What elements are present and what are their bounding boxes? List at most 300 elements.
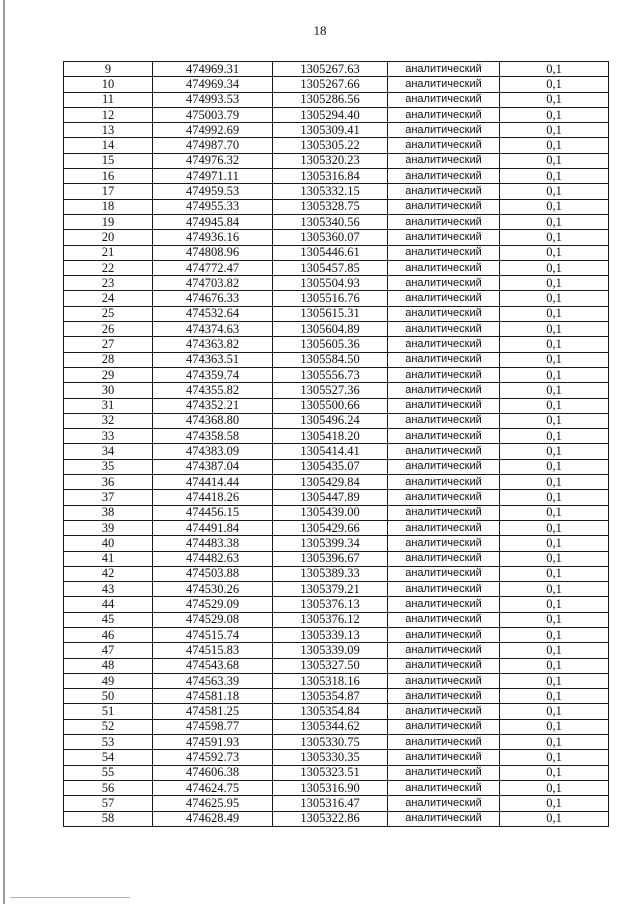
y-coordinate-cell: 1305584.50 [273,352,388,367]
x-coordinate-cell: 474563.39 [153,673,273,688]
method-cell: аналитический [388,62,500,77]
x-coordinate-cell: 474363.51 [153,352,273,367]
method-cell: аналитический [388,398,500,413]
method-cell: аналитический [388,413,500,428]
table-row [64,597,609,612]
method-cell: аналитический [388,536,500,551]
coordinates-table [63,61,609,827]
table-row [64,322,609,337]
x-coordinate-cell: 474987.70 [153,138,273,153]
method-cell: аналитический [388,214,500,229]
y-coordinate-cell: 1305396.67 [273,551,388,566]
y-coordinate-cell: 1305418.20 [273,429,388,444]
x-coordinate-cell: 474703.82 [153,276,273,291]
point-number-cell: 49 [64,673,153,688]
y-coordinate-cell: 1305429.84 [273,475,388,490]
method-cell: аналитический [388,107,500,122]
table-row [64,689,609,704]
y-coordinate-cell: 1305327.50 [273,658,388,673]
point-number-cell: 22 [64,260,153,275]
table-row [64,673,609,688]
x-coordinate-cell: 474992.69 [153,123,273,138]
page-number: 18 [313,23,327,38]
x-coordinate-cell: 474387.04 [153,459,273,474]
table-row [64,444,609,459]
y-coordinate-cell: 1305305.22 [273,138,388,153]
y-coordinate-cell: 1305323.51 [273,765,388,780]
table-row [64,796,609,811]
method-cell: аналитический [388,765,500,780]
accuracy-cell: 0,1 [500,490,609,505]
table-row [64,780,609,795]
method-cell: аналитический [388,735,500,750]
table-row [64,184,609,199]
table-row [64,214,609,229]
point-number-cell: 18 [64,199,153,214]
method-cell: аналитический [388,689,500,704]
y-coordinate-cell: 1305496.24 [273,413,388,428]
table-row [64,138,609,153]
table-row [64,459,609,474]
x-coordinate-cell: 474581.25 [153,704,273,719]
table-row [64,398,609,413]
x-coordinate-cell: 474625.95 [153,796,273,811]
x-coordinate-cell: 474945.84 [153,214,273,229]
table-row [64,704,609,719]
x-coordinate-cell: 474355.82 [153,383,273,398]
point-number-cell: 9 [64,62,153,77]
table-row [64,337,609,352]
x-coordinate-cell: 474976.32 [153,153,273,168]
point-number-cell: 20 [64,230,153,245]
y-coordinate-cell: 1305328.75 [273,199,388,214]
accuracy-cell: 0,1 [500,811,609,826]
x-coordinate-cell: 474624.75 [153,780,273,795]
point-number-cell: 21 [64,245,153,260]
accuracy-cell: 0,1 [500,291,609,306]
x-coordinate-cell: 474592.73 [153,750,273,765]
x-coordinate-cell: 474598.77 [153,719,273,734]
accuracy-cell: 0,1 [500,505,609,520]
accuracy-cell: 0,1 [500,184,609,199]
method-cell: аналитический [388,245,500,260]
x-coordinate-cell: 474530.26 [153,582,273,597]
point-number-cell: 19 [64,214,153,229]
method-cell: аналитический [388,658,500,673]
accuracy-cell: 0,1 [500,413,609,428]
point-number-cell: 47 [64,643,153,658]
y-coordinate-cell: 1305435.07 [273,459,388,474]
accuracy-cell: 0,1 [500,796,609,811]
y-coordinate-cell: 1305399.34 [273,536,388,551]
x-coordinate-cell: 474606.38 [153,765,273,780]
table-row [64,429,609,444]
method-cell: аналитический [388,704,500,719]
y-coordinate-cell: 1305439.00 [273,505,388,520]
table-row [64,612,609,627]
accuracy-cell: 0,1 [500,689,609,704]
accuracy-cell: 0,1 [500,306,609,321]
table-row [64,475,609,490]
point-number-cell: 26 [64,322,153,337]
accuracy-cell: 0,1 [500,551,609,566]
y-coordinate-cell: 1305332.15 [273,184,388,199]
point-number-cell: 44 [64,597,153,612]
accuracy-cell: 0,1 [500,92,609,107]
method-cell: аналитический [388,230,500,245]
point-number-cell: 15 [64,153,153,168]
y-coordinate-cell: 1305320.23 [273,153,388,168]
table-row [64,520,609,535]
table-row [64,413,609,428]
point-number-cell: 45 [64,612,153,627]
method-cell: аналитический [388,796,500,811]
y-coordinate-cell: 1305316.47 [273,796,388,811]
method-cell: аналитический [388,92,500,107]
point-number-cell: 25 [64,306,153,321]
method-cell: аналитический [388,337,500,352]
table-row [64,230,609,245]
y-coordinate-cell: 1305446.61 [273,245,388,260]
table-row [64,505,609,520]
point-number-cell: 11 [64,92,153,107]
table-row [64,658,609,673]
method-cell: аналитический [388,322,500,337]
method-cell: аналитический [388,184,500,199]
accuracy-cell: 0,1 [500,276,609,291]
accuracy-cell: 0,1 [500,459,609,474]
accuracy-cell: 0,1 [500,536,609,551]
point-number-cell: 56 [64,780,153,795]
method-cell: аналитический [388,612,500,627]
table-row [64,490,609,505]
accuracy-cell: 0,1 [500,398,609,413]
x-coordinate-cell: 474971.11 [153,169,273,184]
y-coordinate-cell: 1305615.31 [273,306,388,321]
point-number-cell: 37 [64,490,153,505]
accuracy-cell: 0,1 [500,780,609,795]
point-number-cell: 27 [64,337,153,352]
y-coordinate-cell: 1305286.56 [273,92,388,107]
x-coordinate-cell: 474969.31 [153,62,273,77]
accuracy-cell: 0,1 [500,260,609,275]
method-cell: аналитический [388,627,500,642]
table-row [64,276,609,291]
method-cell: аналитический [388,520,500,535]
y-coordinate-cell: 1305447.89 [273,490,388,505]
point-number-cell: 43 [64,582,153,597]
method-cell: аналитический [388,780,500,795]
point-number-cell: 30 [64,383,153,398]
x-coordinate-cell: 474456.15 [153,505,273,520]
x-coordinate-cell: 474532.64 [153,306,273,321]
table-row [64,719,609,734]
y-coordinate-cell: 1305376.12 [273,612,388,627]
x-coordinate-cell: 474936.16 [153,230,273,245]
x-coordinate-cell: 474383.09 [153,444,273,459]
point-number-cell: 38 [64,505,153,520]
point-number-cell: 40 [64,536,153,551]
y-coordinate-cell: 1305294.40 [273,107,388,122]
y-coordinate-cell: 1305330.35 [273,750,388,765]
method-cell: аналитический [388,597,500,612]
accuracy-cell: 0,1 [500,230,609,245]
x-coordinate-cell: 474515.83 [153,643,273,658]
x-coordinate-cell: 474414.44 [153,475,273,490]
y-coordinate-cell: 1305379.21 [273,582,388,597]
x-coordinate-cell: 474628.49 [153,811,273,826]
table-row [64,199,609,214]
table-row [64,566,609,581]
point-number-cell: 14 [64,138,153,153]
table-row [64,107,609,122]
point-number-cell: 50 [64,689,153,704]
accuracy-cell: 0,1 [500,704,609,719]
point-number-cell: 52 [64,719,153,734]
y-coordinate-cell: 1305457.85 [273,260,388,275]
table-row [64,643,609,658]
table-row [64,627,609,642]
method-cell: аналитический [388,352,500,367]
y-coordinate-cell: 1305354.84 [273,704,388,719]
accuracy-cell: 0,1 [500,169,609,184]
accuracy-cell: 0,1 [500,658,609,673]
y-coordinate-cell: 1305605.36 [273,337,388,352]
y-coordinate-cell: 1305339.09 [273,643,388,658]
method-cell: аналитический [388,199,500,214]
method-cell: аналитический [388,750,500,765]
x-coordinate-cell: 474483.38 [153,536,273,551]
table-row [64,352,609,367]
point-number-cell: 32 [64,413,153,428]
point-number-cell: 12 [64,107,153,122]
method-cell: аналитический [388,77,500,92]
y-coordinate-cell: 1305316.90 [273,780,388,795]
x-coordinate-cell: 474482.63 [153,551,273,566]
table-row [64,536,609,551]
x-coordinate-cell: 474676.33 [153,291,273,306]
table-row [64,765,609,780]
x-coordinate-cell: 474359.74 [153,367,273,382]
y-coordinate-cell: 1305267.66 [273,77,388,92]
method-cell: аналитический [388,444,500,459]
method-cell: аналитический [388,367,500,382]
point-number-cell: 23 [64,276,153,291]
y-coordinate-cell: 1305354.87 [273,689,388,704]
table-row [64,169,609,184]
accuracy-cell: 0,1 [500,566,609,581]
y-coordinate-cell: 1305556.73 [273,367,388,382]
point-number-cell: 51 [64,704,153,719]
point-number-cell: 24 [64,291,153,306]
accuracy-cell: 0,1 [500,138,609,153]
x-coordinate-cell: 474969.34 [153,77,273,92]
accuracy-cell: 0,1 [500,673,609,688]
y-coordinate-cell: 1305516.76 [273,291,388,306]
table-row [64,92,609,107]
y-coordinate-cell: 1305340.56 [273,214,388,229]
x-coordinate-cell: 474772.47 [153,260,273,275]
accuracy-cell: 0,1 [500,62,609,77]
method-cell: аналитический [388,551,500,566]
point-number-cell: 16 [64,169,153,184]
accuracy-cell: 0,1 [500,322,609,337]
point-number-cell: 53 [64,735,153,750]
y-coordinate-cell: 1305322.86 [273,811,388,826]
point-number-cell: 33 [64,429,153,444]
table-row [64,153,609,168]
y-coordinate-cell: 1305504.93 [273,276,388,291]
x-coordinate-cell: 474529.08 [153,612,273,627]
accuracy-cell: 0,1 [500,429,609,444]
method-cell: аналитический [388,123,500,138]
x-coordinate-cell: 474808.96 [153,245,273,260]
method-cell: аналитический [388,169,500,184]
method-cell: аналитический [388,306,500,321]
x-coordinate-cell: 474358.58 [153,429,273,444]
x-coordinate-cell: 474363.82 [153,337,273,352]
table-row [64,367,609,382]
point-number-cell: 48 [64,658,153,673]
y-coordinate-cell: 1305360.07 [273,230,388,245]
point-number-cell: 10 [64,77,153,92]
accuracy-cell: 0,1 [500,77,609,92]
method-cell: аналитический [388,566,500,581]
table-row [64,62,609,77]
coordinates-table-body [64,62,609,827]
x-coordinate-cell: 474503.88 [153,566,273,581]
x-coordinate-cell: 474491.84 [153,520,273,535]
x-coordinate-cell: 475003.79 [153,107,273,122]
x-coordinate-cell: 474529.09 [153,597,273,612]
point-number-cell: 54 [64,750,153,765]
y-coordinate-cell: 1305309.41 [273,123,388,138]
method-cell: аналитический [388,475,500,490]
x-coordinate-cell: 474543.68 [153,658,273,673]
method-cell: аналитический [388,673,500,688]
accuracy-cell: 0,1 [500,367,609,382]
point-number-cell: 28 [64,352,153,367]
point-number-cell: 29 [64,367,153,382]
method-cell: аналитический [388,260,500,275]
accuracy-cell: 0,1 [500,627,609,642]
table-row [64,383,609,398]
x-coordinate-cell: 474993.53 [153,92,273,107]
accuracy-cell: 0,1 [500,612,609,627]
method-cell: аналитический [388,719,500,734]
x-coordinate-cell: 474591.93 [153,735,273,750]
y-coordinate-cell: 1305500.66 [273,398,388,413]
point-number-cell: 36 [64,475,153,490]
scan-bottom-mark [10,897,130,898]
table-row [64,77,609,92]
point-number-cell: 42 [64,566,153,581]
accuracy-cell: 0,1 [500,582,609,597]
x-coordinate-cell: 474955.33 [153,199,273,214]
point-number-cell: 55 [64,765,153,780]
accuracy-cell: 0,1 [500,597,609,612]
scan-edge-shadow [3,0,5,904]
table-row [64,750,609,765]
x-coordinate-cell: 474374.63 [153,322,273,337]
table-row [64,551,609,566]
table-row [64,582,609,597]
method-cell: аналитический [388,383,500,398]
table-row [64,735,609,750]
accuracy-cell: 0,1 [500,444,609,459]
table-row [64,291,609,306]
x-coordinate-cell: 474515.74 [153,627,273,642]
point-number-cell: 13 [64,123,153,138]
accuracy-cell: 0,1 [500,199,609,214]
point-number-cell: 35 [64,459,153,474]
point-number-cell: 39 [64,520,153,535]
table-row [64,245,609,260]
y-coordinate-cell: 1305330.75 [273,735,388,750]
method-cell: аналитический [388,490,500,505]
accuracy-cell: 0,1 [500,643,609,658]
point-number-cell: 34 [64,444,153,459]
y-coordinate-cell: 1305414.41 [273,444,388,459]
x-coordinate-cell: 474368.80 [153,413,273,428]
table-row [64,123,609,138]
accuracy-cell: 0,1 [500,352,609,367]
y-coordinate-cell: 1305318.16 [273,673,388,688]
x-coordinate-cell: 474581.18 [153,689,273,704]
accuracy-cell: 0,1 [500,123,609,138]
accuracy-cell: 0,1 [500,520,609,535]
accuracy-cell: 0,1 [500,337,609,352]
y-coordinate-cell: 1305604.89 [273,322,388,337]
method-cell: аналитический [388,582,500,597]
point-number-cell: 57 [64,796,153,811]
x-coordinate-cell: 474352.21 [153,398,273,413]
accuracy-cell: 0,1 [500,719,609,734]
accuracy-cell: 0,1 [500,735,609,750]
table-row [64,306,609,321]
y-coordinate-cell: 1305376.13 [273,597,388,612]
accuracy-cell: 0,1 [500,765,609,780]
point-number-cell: 46 [64,627,153,642]
point-number-cell: 31 [64,398,153,413]
x-coordinate-cell: 474959.53 [153,184,273,199]
point-number-cell: 58 [64,811,153,826]
method-cell: аналитический [388,459,500,474]
y-coordinate-cell: 1305389.33 [273,566,388,581]
table-row [64,811,609,826]
accuracy-cell: 0,1 [500,245,609,260]
method-cell: аналитический [388,429,500,444]
y-coordinate-cell: 1305527.36 [273,383,388,398]
accuracy-cell: 0,1 [500,107,609,122]
method-cell: аналитический [388,505,500,520]
method-cell: аналитический [388,138,500,153]
point-number-cell: 17 [64,184,153,199]
accuracy-cell: 0,1 [500,750,609,765]
y-coordinate-cell: 1305344.62 [273,719,388,734]
x-coordinate-cell: 474418.26 [153,490,273,505]
y-coordinate-cell: 1305267.63 [273,62,388,77]
accuracy-cell: 0,1 [500,475,609,490]
accuracy-cell: 0,1 [500,383,609,398]
point-number-cell: 41 [64,551,153,566]
accuracy-cell: 0,1 [500,214,609,229]
method-cell: аналитический [388,811,500,826]
method-cell: аналитический [388,153,500,168]
table-row [64,260,609,275]
y-coordinate-cell: 1305339.13 [273,627,388,642]
method-cell: аналитический [388,291,500,306]
